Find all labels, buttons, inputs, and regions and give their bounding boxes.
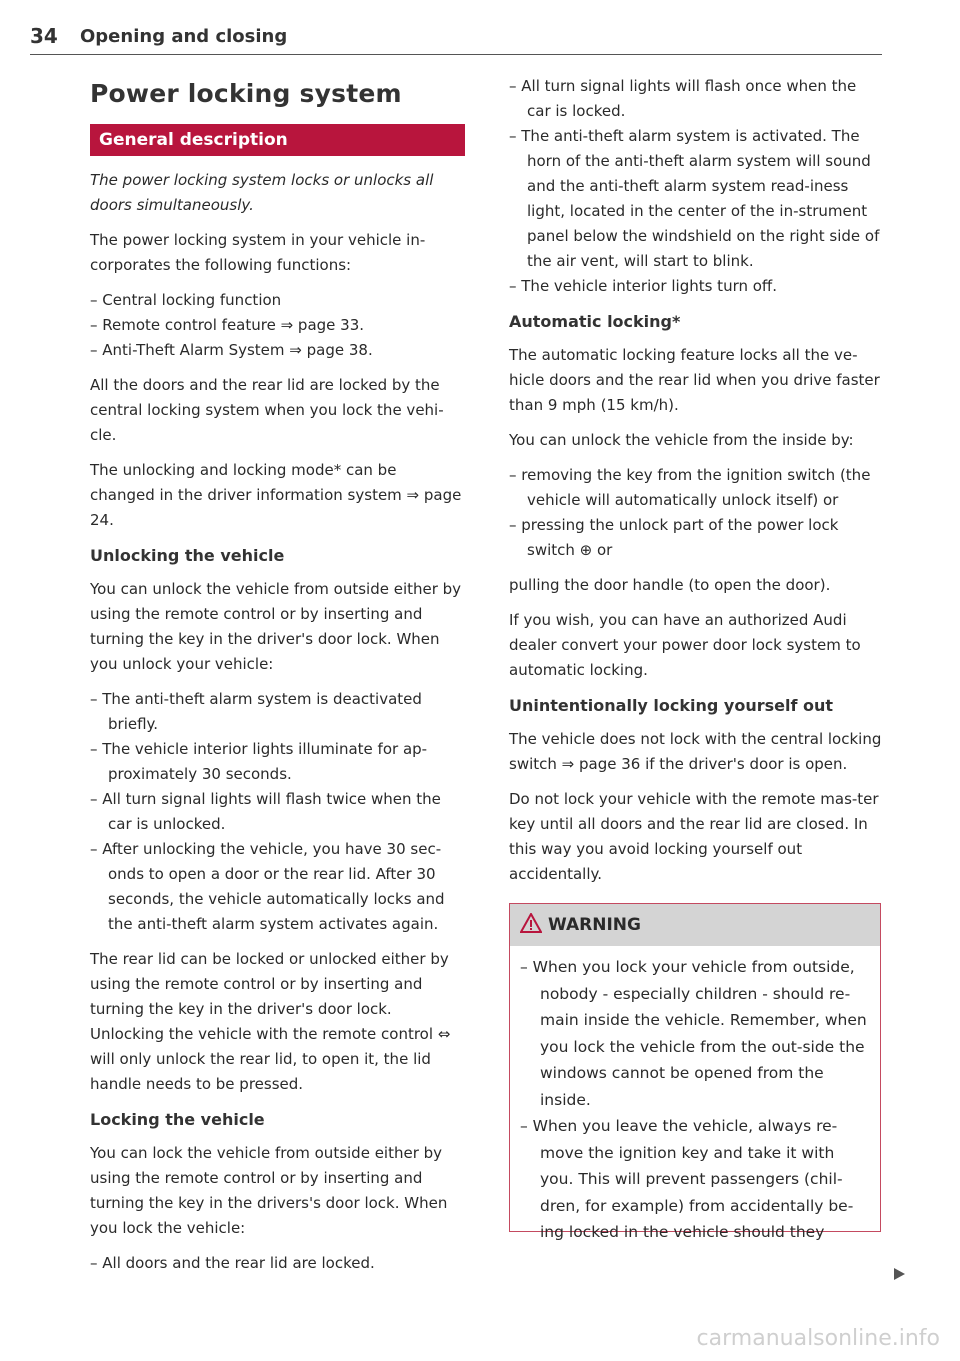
paragraph: You can lock the vehicle from outside either by using the remote control or by inserting and turning the key in the drivers's door lock. When you lock the vehicle:: [90, 1144, 448, 1237]
warning-box: [509, 903, 881, 1241]
list-item: – When you lock your vehicle from outside, nobody - especially children - should re-main inside the vehicle. Remember, when you lock the vehicle from the out-side the windows cannot be opened from the inside.: [520, 958, 867, 1109]
unlock-list: [90, 687, 465, 937]
warning-icon: [520, 913, 542, 933]
page-header: [30, 24, 882, 55]
warning-body: [510, 946, 880, 1246]
list-item: – The vehicle interior lights illuminate for ap-proximately 30 seconds.: [90, 740, 428, 783]
locking-heading: Locking the vehicle: [90, 1110, 265, 1129]
paragraph: If you wish, you can have an authorized Audi dealer convert your power door lock system to automatic locking.: [509, 611, 861, 679]
section-title: Opening and closing: [80, 26, 288, 47]
paragraph: All the doors and the rear lid are locked by the central locking system when you lock the vehi-cle.: [90, 376, 444, 444]
lock-list-continued: [509, 74, 883, 299]
paragraph[interactable]: The vehicle does not lock with the central locking switch ⇒ page 36 if the driver's door is open.: [509, 730, 882, 773]
right-column: [509, 74, 883, 1241]
list-item: – removing the key from the ignition switch (the vehicle will automatically unlock itself) or: [509, 466, 871, 509]
list-item[interactable]: – Remote control feature ⇒ page 33.: [90, 316, 365, 334]
warning-title: WARNING: [548, 915, 641, 935]
lock-list: [90, 1251, 465, 1276]
paragraph: You can unlock the vehicle from outside either by using the remote control or by inserting and turning the key in the driver's door lock. When you unlock your vehicle:: [90, 580, 462, 673]
unlocking-heading: Unlocking the vehicle: [90, 546, 285, 565]
page-number: 34: [30, 24, 58, 48]
page-title: Power locking system: [90, 79, 402, 108]
locked-out-heading: Unintentionally locking yourself out: [509, 696, 834, 715]
list-item: – The anti-theft alarm system is activated. The horn of the anti-theft alarm system will sound and the anti-theft alarm system read-iness light, located in the center of the in-strument panel below the windshield on the right side of the air vent, will start to blink.: [509, 127, 880, 270]
list-item: – The vehicle interior lights turn off.: [509, 277, 778, 295]
list-item: – All doors and the rear lid are locked.: [90, 1254, 375, 1272]
list-item: – pressing the unlock part of the power lock switch ⊕ or: [509, 516, 839, 559]
paragraph: You can unlock the vehicle from the inside by:: [509, 431, 854, 449]
left-column: [90, 74, 465, 1286]
paragraph: The automatic locking feature locks all the ve-hicle doors and the rear lid when you drive faster than 9 mph (15 km/h).: [509, 346, 880, 414]
paragraph: The unlocking and locking mode* can be changed in the driver information system ⇒ page 24.: [90, 461, 462, 529]
paragraph: The power locking system in your vehicle in-corporates the following functions:: [90, 231, 426, 274]
paragraph: The rear lid can be locked or unlocked either by using the remote control or by inserting and turning the key in the driver's door lock. Unlocking the vehicle with the remote control ⇔ will only unlock the rear lid, to open it, the lid handle needs to be pressed.: [90, 950, 451, 1093]
feature-list: [90, 288, 465, 363]
list-item: – After unlocking the vehicle, you have 30 sec-onds to open a door or the rear lid. After 30 seconds, the vehicle automatically locks and the anti-theft alarm system activates again.: [90, 840, 445, 933]
automatic-locking-heading: Automatic locking*: [509, 312, 681, 331]
warning-header: [510, 904, 880, 946]
list-item: – All turn signal lights will flash twice when the car is unlocked.: [90, 790, 441, 833]
list-item: – Central locking function: [90, 291, 282, 309]
auto-unlock-list: [509, 463, 883, 563]
watermark: carmanualsonline.info: [696, 1326, 940, 1351]
warning-list: [520, 954, 870, 1246]
paragraph: pulling the door handle (to open the door).: [509, 576, 831, 594]
list-item: – All turn signal lights will flash once when the car is locked.: [509, 77, 857, 120]
continue-arrow-icon: [894, 1268, 905, 1280]
list-item[interactable]: – Anti-Theft Alarm System ⇒ page 38.: [90, 341, 373, 359]
subsection-banner: General description: [90, 124, 465, 156]
list-item: – When you leave the vehicle, always re-move the ignition key and take it with you. This will prevent passengers (chil-dren, for example) from accidentally be-ing locked in the vehicle should they: [520, 1117, 854, 1241]
list-item: – The anti-theft alarm system is deactivated briefly.: [90, 690, 422, 733]
paragraph: Do not lock your vehicle with the remote mas-ter key until all doors and the rear lid are closed. In this way you avoid locking yourself out accidentally.: [509, 790, 879, 883]
intro-text: The power locking system locks or unlocks all doors simultaneously.: [90, 171, 434, 214]
